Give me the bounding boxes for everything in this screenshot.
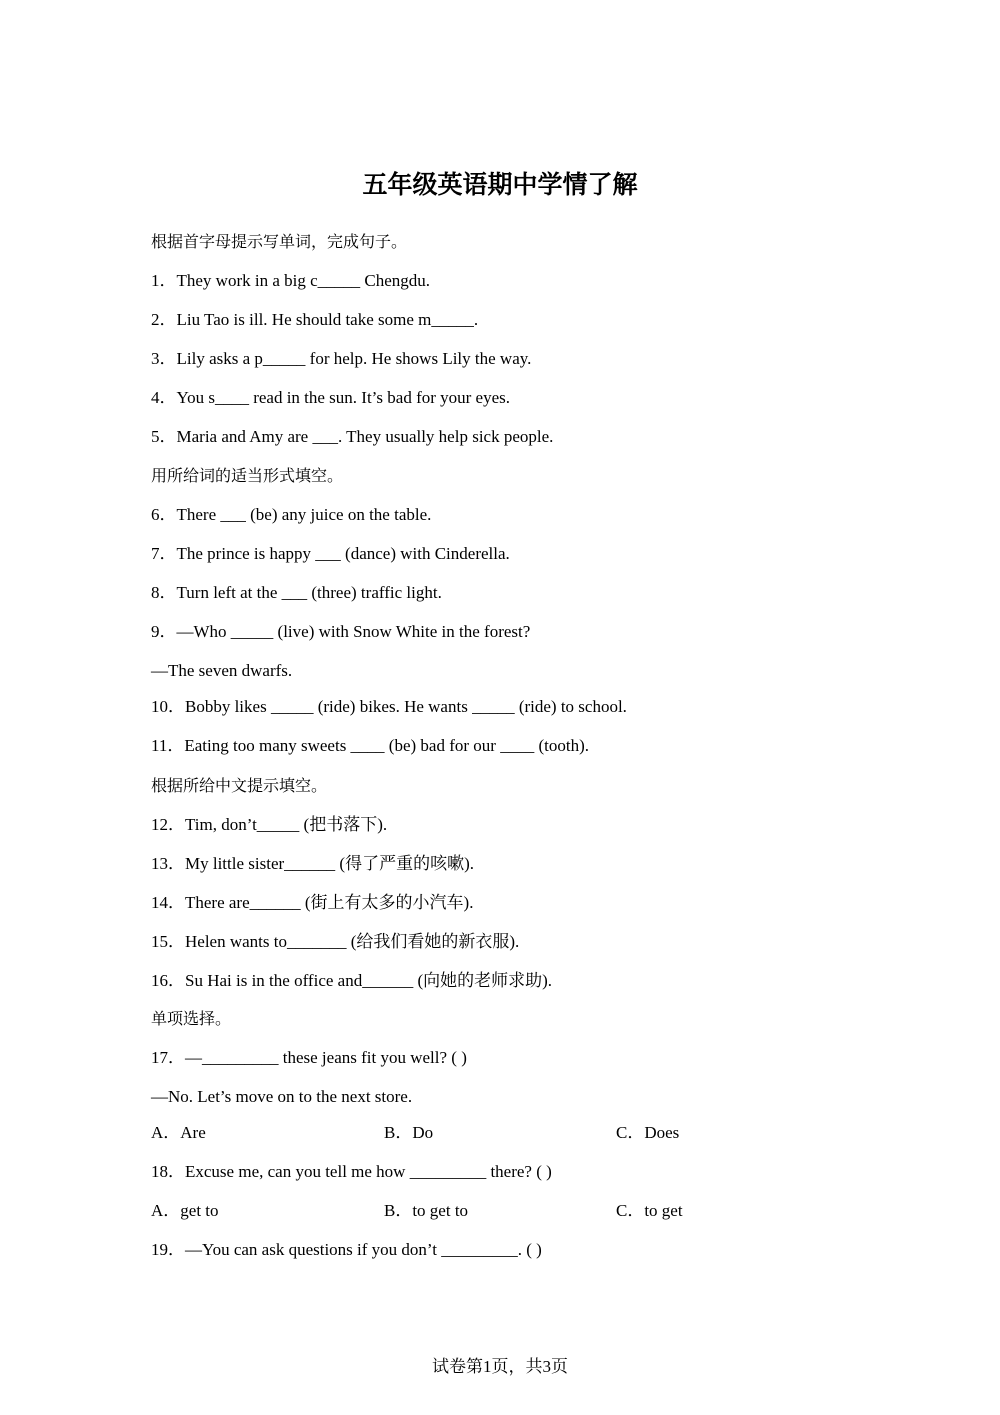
question-9-answer-line: —The seven dwarfs. bbox=[151, 661, 293, 680]
question-10: 10．Bobby likes _____ (ride) bikes. He wants _____ (ride) to school. bbox=[151, 697, 627, 716]
question-7: 7．The prince is happy ___ (dance) with Cinderella. bbox=[151, 544, 510, 563]
question-9: 9．—Who _____ (live) with Snow White in the forest? bbox=[151, 622, 531, 641]
section-heading-multiple-choice: 单项选择。 bbox=[151, 1009, 232, 1028]
section-heading-chinese-hint: 根据所给中文提示填空。 bbox=[151, 776, 328, 795]
question-8: 8．Turn left at the ___ (three) traffic light. bbox=[151, 583, 442, 602]
page-title: 五年级英语期中学情了解 bbox=[362, 170, 638, 199]
question-17-second-line: —No. Let’s move on to the next store. bbox=[151, 1087, 413, 1106]
section-heading-initial-letter: 根据首字母提示写单词，完成句子。 bbox=[151, 232, 408, 251]
question-3: 3．Lily asks a p_____ for help. He shows Lily the way. bbox=[151, 349, 532, 368]
question-11: 11．Eating too many sweets ____ (be) bad for our ____ (tooth). bbox=[151, 736, 589, 755]
question-5: 5．Maria and Amy are ___. They usually help sick people. bbox=[151, 427, 554, 446]
question-15: 15．Helen wants to_______ (给我们看她的新衣服). bbox=[151, 932, 520, 951]
question-18: 18．Excuse me, can you tell me how _________ there? ( ) bbox=[151, 1162, 552, 1181]
question-2: 2．Liu Tao is ill. He should take some m_____. bbox=[151, 310, 479, 329]
question-18-option-a: A．get to bbox=[151, 1201, 219, 1220]
question-1: 1．They work in a big c_____ Chengdu. bbox=[151, 271, 431, 290]
question-6: 6．There ___ (be) any juice on the table. bbox=[151, 505, 432, 524]
question-18-option-b: B．to get to bbox=[384, 1201, 469, 1220]
question-18-option-c: C．to get bbox=[616, 1201, 683, 1220]
section-heading-word-form: 用所给词的适当形式填空。 bbox=[151, 466, 344, 485]
question-19: 19．—You can ask questions if you don’t _________. ( ) bbox=[151, 1240, 542, 1259]
question-16: 16．Su Hai is in the office and______ (向她的老师求助). bbox=[151, 971, 553, 990]
question-17-option-c: C．Does bbox=[616, 1123, 680, 1142]
page-footer: 试卷第1页，共3页 bbox=[432, 1357, 568, 1376]
question-17-option-b: B．Do bbox=[384, 1123, 434, 1142]
question-13: 13．My little sister______ (得了严重的咳嗽). bbox=[151, 854, 474, 873]
question-14: 14．There are______ (街上有太多的小汽车). bbox=[151, 893, 474, 912]
question-17: 17．—_________ these jeans fit you well? ( ) bbox=[151, 1048, 467, 1067]
question-17-option-a: A．Are bbox=[151, 1123, 206, 1142]
question-4: 4．You s____ read in the sun. It’s bad for your eyes. bbox=[151, 388, 511, 407]
question-12: 12．Tim, don’t_____ (把书落下). bbox=[151, 815, 388, 834]
